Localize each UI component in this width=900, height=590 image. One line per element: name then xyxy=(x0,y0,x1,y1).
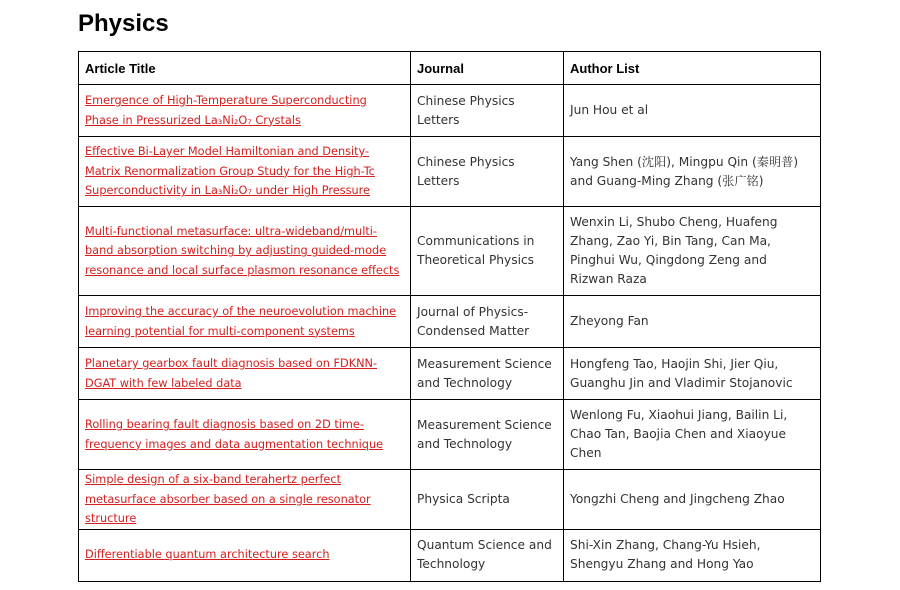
authors-cell: Wenlong Fu, Xiaohui Jiang, Bailin Li, Chao Tan, Baojia Chen and Xiaoyue Chen xyxy=(564,400,821,470)
journal-cell: Measurement Science and Technology xyxy=(411,400,564,470)
column-header-article-title: Article Title xyxy=(79,52,411,85)
article-title-link[interactable]: Planetary gearbox fault diagnosis based on FDKNN-DGAT with few labeled data xyxy=(85,357,378,390)
journal-cell: Communications in Theoretical Physics xyxy=(411,207,564,296)
table-row xyxy=(79,137,821,207)
article-title-cell xyxy=(79,400,411,470)
page-title: Physics xyxy=(78,10,169,37)
journal-cell: Journal of Physics-Condensed Matter xyxy=(411,296,564,348)
article-title-link[interactable]: Improving the accuracy of the neuroevolution machine learning potential for multi-component systems xyxy=(85,305,397,338)
table-row xyxy=(79,470,821,530)
journal-cell: Quantum Science and Technology xyxy=(411,529,564,581)
article-title-cell xyxy=(79,207,411,296)
table-header-row xyxy=(79,52,821,85)
article-title-link[interactable]: Rolling bearing fault diagnosis based on 2D time-frequency images and data augmentation technique xyxy=(85,418,384,451)
article-title-link[interactable]: Multi-functional metasurface: ultra-wideband/multi-band absorption switching by adjusting guided-mode resonance and local surface plasmon resonance effects xyxy=(85,224,400,277)
authors-cell: Hongfeng Tao, Haojin Shi, Jier Qiu, Guanghu Jin and Vladimir Stojanovic xyxy=(564,348,821,400)
article-title-cell xyxy=(79,470,411,530)
authors-cell: Yang Shen (沈阳), Mingpu Qin (秦明普) and Guang-Ming Zhang (张广铭) xyxy=(564,137,821,207)
table-row xyxy=(79,529,821,581)
article-title-cell xyxy=(79,85,411,137)
authors-cell: Jun Hou et al xyxy=(564,85,821,137)
authors-cell: Shi-Xin Zhang, Chang-Yu Hsieh, Shengyu Zhang and Hong Yao xyxy=(564,529,821,581)
article-title-link[interactable]: Effective Bi-Layer Model Hamiltonian and Density-Matrix Renormalization Group Study for the High-Tc Superconductivity in La₃Ni₂O₇ under High Pressure xyxy=(85,145,375,198)
article-title-cell xyxy=(79,137,411,207)
table-row xyxy=(79,400,821,470)
journal-cell: Physica Scripta xyxy=(411,470,564,530)
article-title-link[interactable]: Simple design of a six-band terahertz perfect metasurface absorber based on a single resonator structure xyxy=(85,473,371,525)
table-row xyxy=(79,85,821,137)
authors-cell: Zheyong Fan xyxy=(564,296,821,348)
authors-cell: Wenxin Li, Shubo Cheng, Huafeng Zhang, Zao Yi, Bin Tang, Can Ma, Pinghui Wu, Qingdong Zeng and Rizwan Raza xyxy=(564,207,821,296)
article-title-link[interactable]: Differentiable quantum architecture search xyxy=(85,548,330,562)
article-title-link[interactable]: Emergence of High-Temperature Superconducting Phase in Pressurized La₃Ni₂O₇ Crystals xyxy=(85,94,367,127)
authors-cell: Yongzhi Cheng and Jingcheng Zhao xyxy=(564,470,821,530)
article-title-cell xyxy=(79,296,411,348)
table-row xyxy=(79,207,821,296)
article-title-cell xyxy=(79,529,411,581)
table-row xyxy=(79,296,821,348)
journal-cell: Chinese Physics Letters xyxy=(411,85,564,137)
articles-table xyxy=(78,51,821,582)
table-row xyxy=(79,348,821,400)
journal-cell: Chinese Physics Letters xyxy=(411,137,564,207)
column-header-journal: Journal xyxy=(411,52,564,85)
column-header-author-list: Author List xyxy=(564,52,821,85)
article-title-cell xyxy=(79,348,411,400)
journal-cell: Measurement Science and Technology xyxy=(411,348,564,400)
